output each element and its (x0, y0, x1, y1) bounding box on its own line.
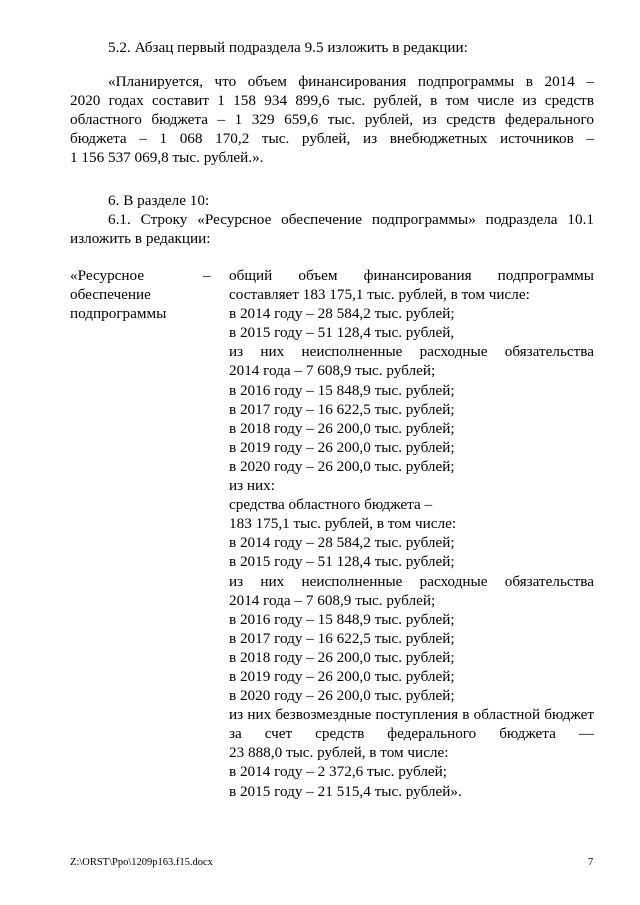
row-line: 183 175,1 тыс. рублей, в том числе: (229, 515, 457, 533)
row-line: за счет средств федерального бюджета — (229, 725, 594, 743)
row-line: 2014 года – 7 608,9 тыс. рублей; (229, 362, 436, 380)
row-line: в 2018 году – 26 200,0 тыс. рублей; (229, 419, 455, 437)
row-line: в 2017 году – 16 622,5 тыс. рублей; (229, 629, 455, 647)
item-6: 6. В разделе 10: (108, 192, 210, 209)
row-content (229, 266, 594, 801)
footer-file-path: Z:\ORST\Ppo\1209p163.f15.docx (70, 857, 213, 868)
row-line: в 2014 году – 28 584,2 тыс. рублей; (229, 534, 455, 552)
row-dash: – (203, 267, 211, 284)
row-label-line: подпрограммы (70, 305, 167, 323)
item-6-1-line: 6.1. Строку «Ресурсное обеспечение подпрограммы» подраздела 10.1 (108, 211, 594, 228)
row-line: в 2015 году – 51 128,4 тыс. рублей, (229, 324, 455, 342)
row-line: в 2018 году – 26 200,0 тыс. рублей; (229, 648, 455, 666)
row-label-line: обеспечение (70, 286, 151, 304)
item-6-1-line: изложить в редакции: (70, 230, 211, 247)
quote-line: областного бюджета – 1 329 659,6 тыс. рублей, из средств федерального (70, 111, 594, 128)
row-line: в 2020 году – 26 200,0 тыс. рублей; (229, 687, 455, 705)
row-line: из них неисполненные расходные обязательства (229, 343, 594, 361)
row-line: в 2017 году – 16 622,5 тыс. рублей; (229, 400, 455, 418)
row-line: в 2014 году – 28 584,2 тыс. рублей; (229, 305, 455, 323)
row-label-line: «Ресурсное (70, 267, 145, 284)
row-line: в 2015 году – 51 128,4 тыс. рублей; (229, 553, 455, 571)
quote-line: 1 156 537 069,8 тыс. рублей.». (70, 149, 264, 166)
quote-line: бюджета – 1 068 170,2 тыс. рублей, из внебюджетных источников – (70, 130, 594, 147)
row-line: 2014 года – 7 608,9 тыс. рублей; (229, 591, 436, 609)
row-line: в 2019 году – 26 200,0 тыс. рублей; (229, 438, 455, 456)
row-line: в 2020 году – 26 200,0 тыс. рублей; (229, 457, 455, 475)
item-6-1 (70, 210, 594, 248)
row-line: из них безвозмездные поступления в областной бюджет (229, 706, 594, 724)
quote-line: 2020 годах составит 1 158 934 899,6 тыс. рублей, в том числе из средств (70, 92, 594, 109)
row-line: из них: (229, 477, 275, 495)
row-line: в 2019 году – 26 200,0 тыс. рублей; (229, 667, 455, 685)
row-line: в 2016 году – 15 848,9 тыс. рублей; (229, 610, 455, 628)
page-number: 7 (588, 857, 594, 868)
row-line: в 2014 году – 2 372,6 тыс. рублей; (229, 763, 447, 781)
item-5-2: 5.2. Абзац первый подраздела 9.5 изложить в редакции: (108, 39, 468, 56)
row-line: из них неисполненные расходные обязательства (229, 572, 594, 590)
row-line: 23 888,0 тыс. рублей, в том числе: (229, 744, 449, 762)
row-line: в 2015 году – 21 515,4 тыс. рублей». (229, 782, 462, 800)
row-line: составляет 183 175,1 тыс. рублей, в том числе: (229, 286, 530, 304)
quote-paragraph (70, 72, 594, 167)
quote-line: «Планируется, что объем финансирования подпрограммы в 2014 – (108, 73, 594, 90)
row-label (70, 266, 215, 323)
row-line: в 2016 году – 15 848,9 тыс. рублей; (229, 381, 455, 399)
row-line: средства областного бюджета – (229, 496, 433, 514)
row-line: общий объем финансирования подпрограммы (229, 267, 594, 284)
